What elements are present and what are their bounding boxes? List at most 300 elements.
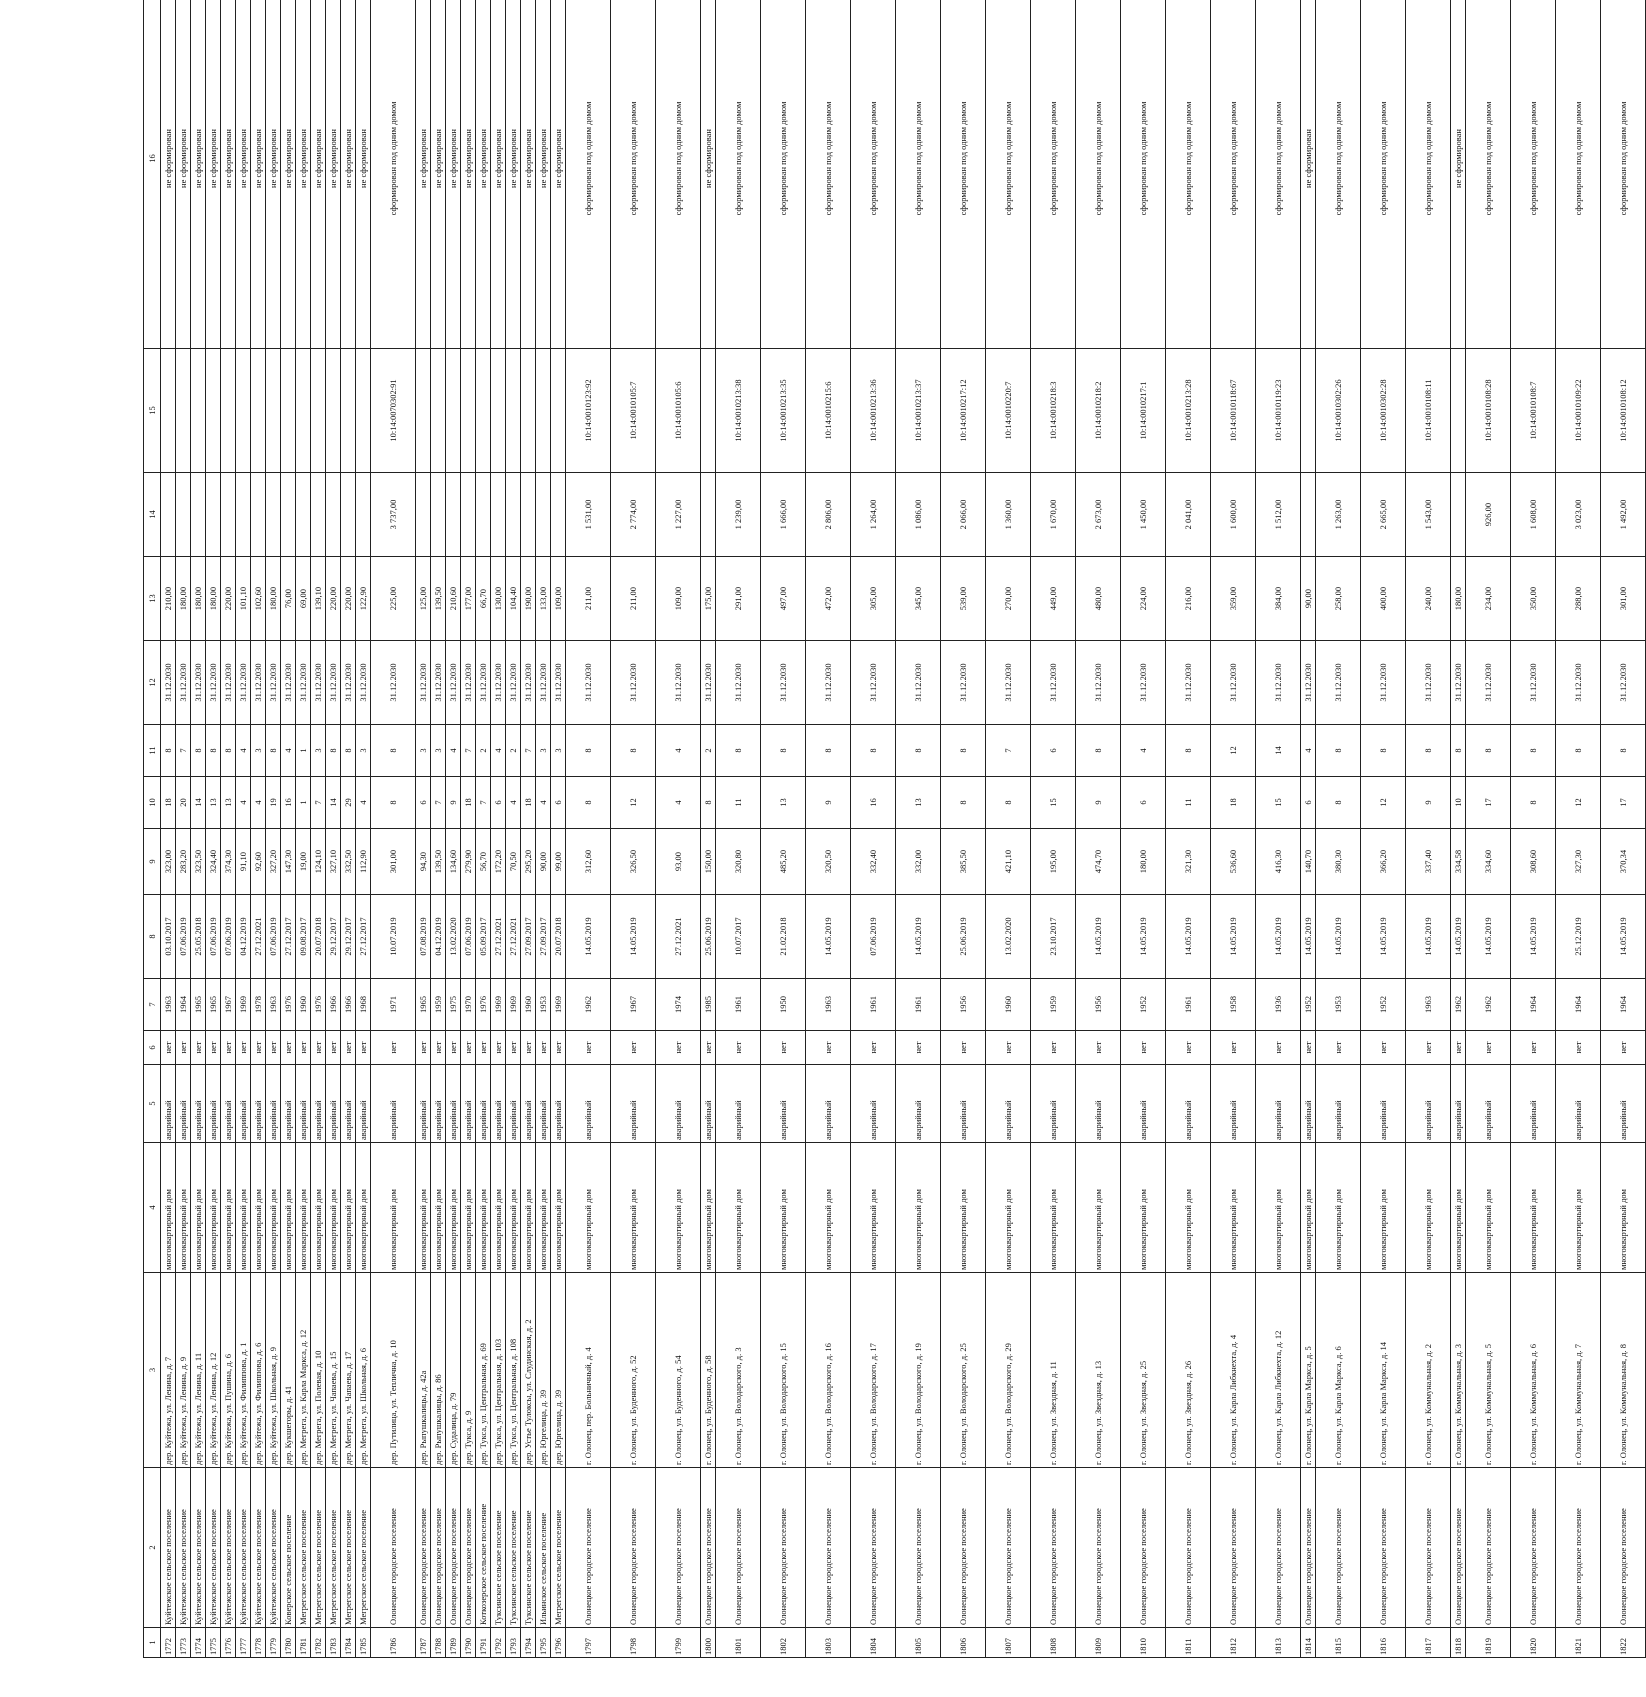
table-cell-col-2: Мегрегское сельское поселение bbox=[341, 1468, 356, 1628]
table-cell-col-13: 220,00 bbox=[326, 557, 341, 641]
table-cell-col-8: 07.06.2019 bbox=[266, 895, 281, 979]
table-cell-col-8: 29.12.2017 bbox=[326, 895, 341, 979]
table-cell-col-16: не сформирован bbox=[221, 0, 236, 349]
table-row bbox=[236, 0, 251, 1658]
table-cell-col-12: 31.12.2030 bbox=[491, 641, 506, 725]
table-cell-col-11: 8 bbox=[1361, 725, 1406, 777]
table-cell-col-13: 258,00 bbox=[1316, 557, 1361, 641]
table-cell-col-9: 112,90 bbox=[356, 829, 371, 895]
table-cell-col-14: 1 608,00 bbox=[1511, 473, 1556, 557]
table-cell-col-9: 90,00 bbox=[536, 829, 551, 895]
table-cell-col-6: нет bbox=[656, 1031, 701, 1065]
table-cell-col-9: 337,40 bbox=[1406, 829, 1451, 895]
table-cell-col-6: нет bbox=[701, 1031, 716, 1065]
table-cell-col-7: 1961 bbox=[716, 979, 761, 1031]
table-cell-col-15: 10:14:0010213:38 bbox=[716, 349, 761, 473]
table-cell-col-7: 1969 bbox=[506, 979, 521, 1031]
table-cell-col-15 bbox=[236, 349, 251, 473]
table-cell-col-10: 6 bbox=[551, 777, 566, 829]
table-cell-col-8: 27.12.2021 bbox=[251, 895, 266, 979]
table-cell-col-3: г. Олонец, ул. Володарского, д. 15 bbox=[761, 1273, 806, 1468]
table-cell-col-13: 122,90 bbox=[356, 557, 371, 641]
rotated-table-page bbox=[143, 48, 1628, 1658]
table-cell-col-2: Мегрегское сельское поселение bbox=[296, 1468, 311, 1628]
table-cell-col-4: многоквартирный дом bbox=[1031, 1143, 1076, 1273]
table-cell-col-7: 1961 bbox=[851, 979, 896, 1031]
table-cell-col-16: не сформирован bbox=[236, 0, 251, 349]
table-cell-col-1: 1780 bbox=[281, 1628, 296, 1658]
table-row bbox=[491, 0, 506, 1658]
column-number-header-row bbox=[144, 0, 161, 1658]
table-cell-col-5: аварийный bbox=[431, 1065, 446, 1143]
table-cell-col-10: 11 bbox=[1166, 777, 1211, 829]
table-cell-col-14 bbox=[536, 473, 551, 557]
table-row bbox=[536, 0, 551, 1658]
table-cell-col-5: аварийный bbox=[1601, 1065, 1646, 1143]
table-cell-col-12: 31.12.2030 bbox=[191, 641, 206, 725]
table-row bbox=[551, 0, 566, 1658]
table-row bbox=[941, 0, 986, 1658]
table-cell-col-3: г. Олонец, ул. Карла Либкнехта, д. 12 bbox=[1256, 1273, 1301, 1468]
table-cell-col-15 bbox=[326, 349, 341, 473]
table-cell-col-3: г. Олонец, ул. Володарского, д. 3 bbox=[716, 1273, 761, 1468]
table-cell-col-5: аварийный bbox=[566, 1065, 611, 1143]
table-cell-col-9: 134,60 bbox=[446, 829, 461, 895]
table-cell-col-11: 7 bbox=[521, 725, 536, 777]
table-cell-col-1: 1812 bbox=[1211, 1628, 1256, 1658]
table-cell-col-11: 3 bbox=[431, 725, 446, 777]
table-cell-col-16: сформирован под одним домом bbox=[1406, 0, 1451, 349]
table-cell-col-1: 1782 bbox=[311, 1628, 326, 1658]
table-cell-col-12: 31.12.2030 bbox=[896, 641, 941, 725]
table-cell-col-13: 216,00 bbox=[1166, 557, 1211, 641]
table-cell-col-11: 3 bbox=[251, 725, 266, 777]
table-cell-col-7: 1965 bbox=[206, 979, 221, 1031]
column-number-15: 15 bbox=[144, 349, 161, 473]
table-cell-col-11: 3 bbox=[536, 725, 551, 777]
table-cell-col-9: 195,00 bbox=[1031, 829, 1076, 895]
table-row bbox=[761, 0, 806, 1658]
table-cell-col-1: 1778 bbox=[251, 1628, 266, 1658]
table-cell-col-13: 211,00 bbox=[611, 557, 656, 641]
table-cell-col-9: 94,30 bbox=[416, 829, 431, 895]
table-cell-col-9: 92,60 bbox=[251, 829, 266, 895]
table-cell-col-4: многоквартирный дом bbox=[551, 1143, 566, 1273]
table-cell-col-15: 10:14:0010108:12 bbox=[1601, 349, 1646, 473]
table-cell-col-10: 7 bbox=[431, 777, 446, 829]
table-cell-col-4: многоквартирный дом bbox=[1301, 1143, 1316, 1273]
table-cell-col-5: аварийный bbox=[986, 1065, 1031, 1143]
table-cell-col-3: дер. Устье Тулоксы, ул. Слудинская, д. 2 bbox=[521, 1273, 536, 1468]
table-cell-col-7: 1961 bbox=[1166, 979, 1211, 1031]
table-cell-col-9: 327,30 bbox=[1556, 829, 1601, 895]
table-cell-col-2: Туксинское сельское поселение bbox=[521, 1468, 536, 1628]
table-cell-col-7: 1956 bbox=[1076, 979, 1121, 1031]
table-cell-col-7: 1976 bbox=[311, 979, 326, 1031]
table-cell-col-7: 1975 bbox=[446, 979, 461, 1031]
table-cell-col-6: нет bbox=[266, 1031, 281, 1065]
table-cell-col-10: 1 bbox=[296, 777, 311, 829]
table-row bbox=[206, 0, 221, 1658]
table-cell-col-7: 1976 bbox=[476, 979, 491, 1031]
table-cell-col-2: Куйтежское сельское поселение bbox=[221, 1468, 236, 1628]
table-cell-col-2: Олонецкое городское поселение bbox=[716, 1468, 761, 1628]
table-cell-col-8: 14.05.2019 bbox=[1511, 895, 1556, 979]
table-cell-col-13: 180,00 bbox=[206, 557, 221, 641]
table-cell-col-9: 366,20 bbox=[1361, 829, 1406, 895]
table-cell-col-5: аварийный bbox=[611, 1065, 656, 1143]
table-cell-col-10: 9 bbox=[1406, 777, 1451, 829]
table-cell-col-12: 31.12.2030 bbox=[536, 641, 551, 725]
table-cell-col-6: нет bbox=[416, 1031, 431, 1065]
table-cell-col-12: 31.12.2030 bbox=[806, 641, 851, 725]
table-cell-col-8: 04.12.2019 bbox=[236, 895, 251, 979]
table-cell-col-13: 240,00 bbox=[1406, 557, 1451, 641]
table-cell-col-6: нет bbox=[176, 1031, 191, 1065]
table-cell-col-10: 16 bbox=[851, 777, 896, 829]
table-cell-col-13: 125,00 bbox=[416, 557, 431, 641]
table-cell-col-14: 1 263,00 bbox=[1316, 473, 1361, 557]
table-cell-col-12: 31.12.2030 bbox=[431, 641, 446, 725]
table-cell-col-15 bbox=[491, 349, 506, 473]
table-cell-col-7: 1968 bbox=[356, 979, 371, 1031]
table-cell-col-12: 31.12.2030 bbox=[611, 641, 656, 725]
table-cell-col-15: 10:14:0010119:23 bbox=[1256, 349, 1301, 473]
table-cell-col-3: дер. Куйтежа, ул. Ленина, д. 12 bbox=[206, 1273, 221, 1468]
table-cell-col-16: сформирован под одним домом bbox=[1556, 0, 1601, 349]
table-cell-col-12: 31.12.2030 bbox=[311, 641, 326, 725]
table-cell-col-4: многоквартирный дом bbox=[236, 1143, 251, 1273]
table-cell-col-3: дер. Рыпушкалицы, д. 86 bbox=[431, 1273, 446, 1468]
table-cell-col-3: дер. Мегрега, ул. Полевая, д. 10 bbox=[311, 1273, 326, 1468]
table-cell-col-15 bbox=[431, 349, 446, 473]
table-cell-col-4: многоквартирный дом bbox=[461, 1143, 476, 1273]
table-cell-col-1: 1815 bbox=[1316, 1628, 1361, 1658]
table-cell-col-8: 20.07.2018 bbox=[551, 895, 566, 979]
table-cell-col-14 bbox=[506, 473, 521, 557]
table-cell-col-2: Олонецкое городское поселение bbox=[1121, 1468, 1166, 1628]
table-cell-col-6: нет bbox=[1556, 1031, 1601, 1065]
table-cell-col-2: Мегрегское сельское поселение bbox=[326, 1468, 341, 1628]
table-cell-col-4: многоквартирный дом bbox=[416, 1143, 431, 1273]
table-cell-col-11: 4 bbox=[281, 725, 296, 777]
table-cell-col-11: 2 bbox=[476, 725, 491, 777]
table-cell-col-7: 1971 bbox=[371, 979, 416, 1031]
table-cell-col-7: 1978 bbox=[251, 979, 266, 1031]
table-cell-col-16: не сформирован bbox=[266, 0, 281, 349]
table-cell-col-11: 8 bbox=[566, 725, 611, 777]
table-cell-col-4: многоквартирный дом bbox=[446, 1143, 461, 1273]
table-cell-col-15: 10:14:0010218:3 bbox=[1031, 349, 1076, 473]
table-cell-col-3: дер. Рыпушкалицы, д. 42а bbox=[416, 1273, 431, 1468]
table-cell-col-5: аварийный bbox=[506, 1065, 521, 1143]
table-cell-col-6: нет bbox=[326, 1031, 341, 1065]
table-cell-col-15 bbox=[281, 349, 296, 473]
table-cell-col-15 bbox=[1451, 349, 1466, 473]
table-cell-col-12: 31.12.2030 bbox=[656, 641, 701, 725]
table-cell-col-12: 31.12.2030 bbox=[716, 641, 761, 725]
table-cell-col-5: аварийный bbox=[1406, 1065, 1451, 1143]
table-cell-col-1: 1794 bbox=[521, 1628, 536, 1658]
table-cell-col-7: 1964 bbox=[176, 979, 191, 1031]
table-cell-col-9: 124,10 bbox=[311, 829, 326, 895]
table-cell-col-10: 4 bbox=[656, 777, 701, 829]
table-cell-col-6: нет bbox=[1451, 1031, 1466, 1065]
table-cell-col-4: многоквартирный дом bbox=[1256, 1143, 1301, 1273]
table-cell-col-1: 1807 bbox=[986, 1628, 1031, 1658]
table-cell-col-11: 8 bbox=[191, 725, 206, 777]
table-cell-col-3: дер. Куйтежа, ул. Пушина, д. 6 bbox=[221, 1273, 236, 1468]
table-cell-col-5: аварийный bbox=[326, 1065, 341, 1143]
table-cell-col-14 bbox=[461, 473, 476, 557]
table-cell-col-14: 1 360,00 bbox=[986, 473, 1031, 557]
table-cell-col-2: Олонецкое городское поселение bbox=[461, 1468, 476, 1628]
table-cell-col-16: сформирован под одним домом bbox=[941, 0, 986, 349]
table-cell-col-15 bbox=[176, 349, 191, 473]
table-cell-col-5: аварийный bbox=[1316, 1065, 1361, 1143]
table-cell-col-6: нет bbox=[806, 1031, 851, 1065]
table-cell-col-14 bbox=[521, 473, 536, 557]
table-cell-col-13: 291,00 bbox=[716, 557, 761, 641]
table-cell-col-13: 102,60 bbox=[251, 557, 266, 641]
table-cell-col-2: Олонецкое городское поселение bbox=[371, 1468, 416, 1628]
table-cell-col-13: 539,00 bbox=[941, 557, 986, 641]
table-cell-col-2: Олонецкое городское поселение bbox=[806, 1468, 851, 1628]
table-cell-col-8: 05.09.2017 bbox=[476, 895, 491, 979]
table-cell-col-16: не сформирован bbox=[251, 0, 266, 349]
table-cell-col-16: не сформирован bbox=[281, 0, 296, 349]
table-cell-col-3: дер. Куйтежа, ул. Филиппова, д. 1 bbox=[236, 1273, 251, 1468]
table-cell-col-2: Туксинское сельское поселение bbox=[491, 1468, 506, 1628]
table-cell-col-11: 8 bbox=[266, 725, 281, 777]
table-cell-col-11: 3 bbox=[416, 725, 431, 777]
table-cell-col-1: 1799 bbox=[656, 1628, 701, 1658]
table-cell-col-3: дер. Куйтежа, ул. Ленина, д. 11 bbox=[191, 1273, 206, 1468]
table-cell-col-12: 31.12.2030 bbox=[551, 641, 566, 725]
table-cell-col-6: нет bbox=[236, 1031, 251, 1065]
table-cell-col-2: Коверское сельское поселение bbox=[281, 1468, 296, 1628]
table-row bbox=[461, 0, 476, 1658]
table-cell-col-11: 8 bbox=[761, 725, 806, 777]
table-cell-col-13: 180,00 bbox=[1451, 557, 1466, 641]
table-cell-col-14: 1 264,00 bbox=[851, 473, 896, 557]
table-cell-col-14: 2 665,00 bbox=[1361, 473, 1406, 557]
table-cell-col-15: 10:14:0010220:7 bbox=[986, 349, 1031, 473]
table-row bbox=[1511, 0, 1556, 1658]
table-cell-col-12: 31.12.2030 bbox=[701, 641, 716, 725]
table-cell-col-1: 1817 bbox=[1406, 1628, 1451, 1658]
table-cell-col-5: аварийный bbox=[806, 1065, 851, 1143]
table-cell-col-5: аварийный bbox=[341, 1065, 356, 1143]
table-cell-col-12: 31.12.2030 bbox=[1451, 641, 1466, 725]
table-cell-col-3: г. Олонец, ул. Володарского, д. 25 bbox=[941, 1273, 986, 1468]
table-cell-col-12: 31.12.2030 bbox=[1361, 641, 1406, 725]
table-cell-col-8: 10.07.2019 bbox=[371, 895, 416, 979]
table-cell-col-9: 147,30 bbox=[281, 829, 296, 895]
table-cell-col-13: 472,00 bbox=[806, 557, 851, 641]
table-cell-col-4: многоквартирный дом bbox=[251, 1143, 266, 1273]
table-cell-col-13: 345,00 bbox=[896, 557, 941, 641]
table-cell-col-16: сформирован под одним домом bbox=[1511, 0, 1556, 349]
table-cell-col-4: многоквартирный дом bbox=[371, 1143, 416, 1273]
table-cell-col-8: 25.12.2019 bbox=[1556, 895, 1601, 979]
table-cell-col-2: Олонецкое городское поселение bbox=[1466, 1468, 1511, 1628]
table-cell-col-6: нет bbox=[191, 1031, 206, 1065]
table-row bbox=[341, 0, 356, 1658]
table-cell-col-16: сформирован под одним домом bbox=[1211, 0, 1256, 349]
table-cell-col-8: 07.06.2019 bbox=[461, 895, 476, 979]
table-cell-col-2: Олонецкое городское поселение bbox=[701, 1468, 716, 1628]
table-cell-col-15: 10:14:0010108:11 bbox=[1406, 349, 1451, 473]
table-cell-col-10: 18 bbox=[521, 777, 536, 829]
table-cell-col-6: нет bbox=[611, 1031, 656, 1065]
table-cell-col-10: 13 bbox=[206, 777, 221, 829]
table-cell-col-10: 4 bbox=[536, 777, 551, 829]
table-cell-col-13: 175,00 bbox=[701, 557, 716, 641]
table-cell-col-10: 8 bbox=[986, 777, 1031, 829]
table-cell-col-8: 07.06.2019 bbox=[176, 895, 191, 979]
table-cell-col-13: 139,10 bbox=[311, 557, 326, 641]
table-cell-col-1: 1773 bbox=[176, 1628, 191, 1658]
table-cell-col-16: сформирован под одним домом bbox=[1316, 0, 1361, 349]
table-cell-col-8: 14.05.2019 bbox=[1601, 895, 1646, 979]
table-row bbox=[326, 0, 341, 1658]
table-cell-col-16: сформирован под одним домом bbox=[1166, 0, 1211, 349]
table-cell-col-15: 10:14:0010302:26 bbox=[1316, 349, 1361, 473]
table-cell-col-4: многоквартирный дом bbox=[176, 1143, 191, 1273]
table-cell-col-15 bbox=[206, 349, 221, 473]
table-cell-col-8: 27.12.2021 bbox=[656, 895, 701, 979]
table-cell-col-2: Олонецкое городское поселение bbox=[1361, 1468, 1406, 1628]
table-cell-col-13: 384,00 bbox=[1256, 557, 1301, 641]
table-cell-col-12: 31.12.2030 bbox=[986, 641, 1031, 725]
table-cell-col-13: 220,00 bbox=[221, 557, 236, 641]
table-row bbox=[356, 0, 371, 1658]
table-cell-col-16: сформирован под одним домом bbox=[896, 0, 941, 349]
table-cell-col-13: 270,00 bbox=[986, 557, 1031, 641]
table-cell-col-10: 6 bbox=[1301, 777, 1316, 829]
table-cell-col-16: не сформирован bbox=[416, 0, 431, 349]
table-cell-col-10: 17 bbox=[1466, 777, 1511, 829]
table-cell-col-7: 1970 bbox=[461, 979, 476, 1031]
table-cell-col-3: г. Олонец, ул. Коммунальная, д. 7 bbox=[1556, 1273, 1601, 1468]
table-cell-col-5: аварийный bbox=[1031, 1065, 1076, 1143]
table-cell-col-15: 10:14:0010105:6 bbox=[656, 349, 701, 473]
table-cell-col-2: Куйтежское сельское поселение bbox=[161, 1468, 176, 1628]
table-cell-col-5: аварийный bbox=[161, 1065, 176, 1143]
table-row bbox=[566, 0, 611, 1658]
table-cell-col-10: 14 bbox=[191, 777, 206, 829]
table-cell-col-6: нет bbox=[1121, 1031, 1166, 1065]
table-cell-col-10: 7 bbox=[311, 777, 326, 829]
table-cell-col-8: 29.12.2017 bbox=[341, 895, 356, 979]
table-cell-col-15: 10:14:0070302:91 bbox=[371, 349, 416, 473]
table-cell-col-16: сформирован под одним домом bbox=[806, 0, 851, 349]
table-cell-col-2: Мегрегское сельское поселение bbox=[356, 1468, 371, 1628]
table-cell-col-14: 2 774,00 bbox=[611, 473, 656, 557]
table-cell-col-3: г. Олонец, ул. Коммунальная, д. 5 bbox=[1466, 1273, 1511, 1468]
table-cell-col-7: 1966 bbox=[326, 979, 341, 1031]
table-cell-col-11: 8 bbox=[1511, 725, 1556, 777]
table-cell-col-8: 09.08.2017 bbox=[296, 895, 311, 979]
table-cell-col-14 bbox=[446, 473, 461, 557]
table-cell-col-6: нет bbox=[896, 1031, 941, 1065]
table-cell-col-6: нет bbox=[461, 1031, 476, 1065]
table-cell-col-14 bbox=[476, 473, 491, 557]
table-cell-col-14: 1 086,00 bbox=[896, 473, 941, 557]
table-cell-col-9: 380,30 bbox=[1316, 829, 1361, 895]
table-cell-col-10: 4 bbox=[251, 777, 266, 829]
table-cell-col-16: не сформирован bbox=[461, 0, 476, 349]
table-cell-col-14: 1 531,00 bbox=[566, 473, 611, 557]
table-cell-col-3: г. Олонец, ул. Володарского, д. 17 bbox=[851, 1273, 896, 1468]
table-cell-col-14: 1 492,00 bbox=[1601, 473, 1646, 557]
table-cell-col-11: 1 bbox=[296, 725, 311, 777]
table-cell-col-9: 93,00 bbox=[656, 829, 701, 895]
table-cell-col-4: многоквартирный дом bbox=[611, 1143, 656, 1273]
column-number-12: 12 bbox=[144, 641, 161, 725]
table-cell-col-12: 31.12.2030 bbox=[251, 641, 266, 725]
table-cell-col-15: 10:14:0010213:37 bbox=[896, 349, 941, 473]
table-cell-col-10: 8 bbox=[701, 777, 716, 829]
table-cell-col-5: аварийный bbox=[296, 1065, 311, 1143]
table-cell-col-9: 326,50 bbox=[611, 829, 656, 895]
table-cell-col-8: 04.12.2019 bbox=[431, 895, 446, 979]
table-cell-col-8: 14.05.2019 bbox=[806, 895, 851, 979]
table-cell-col-13: 180,00 bbox=[191, 557, 206, 641]
table-cell-col-6: нет bbox=[761, 1031, 806, 1065]
table-cell-col-12: 31.12.2030 bbox=[851, 641, 896, 725]
table-cell-col-13: 449,00 bbox=[1031, 557, 1076, 641]
table-cell-col-6: нет bbox=[161, 1031, 176, 1065]
table-cell-col-5: аварийный bbox=[446, 1065, 461, 1143]
table-cell-col-3: г. Олонец, пер. Больничный, д. 4 bbox=[566, 1273, 611, 1468]
table-cell-col-15 bbox=[311, 349, 326, 473]
table-cell-col-5: аварийный bbox=[1556, 1065, 1601, 1143]
table-cell-col-2: Олонецкое городское поселение bbox=[1076, 1468, 1121, 1628]
table-cell-col-12: 31.12.2030 bbox=[1211, 641, 1256, 725]
table-cell-col-15: 10:14:0010108:7 bbox=[1511, 349, 1556, 473]
table-cell-col-5: аварийный bbox=[1451, 1065, 1466, 1143]
table-cell-col-7: 1962 bbox=[1451, 979, 1466, 1031]
table-cell-col-16: не сформирован bbox=[476, 0, 491, 349]
table-cell-col-10: 19 bbox=[266, 777, 281, 829]
table-cell-col-14 bbox=[311, 473, 326, 557]
table-cell-col-12: 31.12.2030 bbox=[1031, 641, 1076, 725]
table-cell-col-6: нет bbox=[716, 1031, 761, 1065]
table-cell-col-11: 4 bbox=[1121, 725, 1166, 777]
table-cell-col-4: многоквартирный дом bbox=[341, 1143, 356, 1273]
table-cell-col-9: 374,30 bbox=[221, 829, 236, 895]
table-cell-col-8: 25.05.2018 bbox=[191, 895, 206, 979]
table-cell-col-8: 14.05.2019 bbox=[1121, 895, 1166, 979]
table-cell-col-4: многоквартирный дом bbox=[506, 1143, 521, 1273]
table-cell-col-4: многоквартирный дом bbox=[296, 1143, 311, 1273]
table-row bbox=[1556, 0, 1601, 1658]
table-cell-col-9: 308,60 bbox=[1511, 829, 1556, 895]
table-cell-col-1: 1792 bbox=[491, 1628, 506, 1658]
table-row bbox=[1121, 0, 1166, 1658]
table-cell-col-3: г. Олонец, ул. Карла Маркса, д. 14 bbox=[1361, 1273, 1406, 1468]
table-cell-col-15 bbox=[356, 349, 371, 473]
table-cell-col-7: 1953 bbox=[536, 979, 551, 1031]
table-cell-col-15 bbox=[251, 349, 266, 473]
table-cell-col-1: 1772 bbox=[161, 1628, 176, 1658]
table-cell-col-15 bbox=[1301, 349, 1316, 473]
table-cell-col-1: 1788 bbox=[431, 1628, 446, 1658]
table-cell-col-6: нет bbox=[431, 1031, 446, 1065]
table-cell-col-15 bbox=[476, 349, 491, 473]
